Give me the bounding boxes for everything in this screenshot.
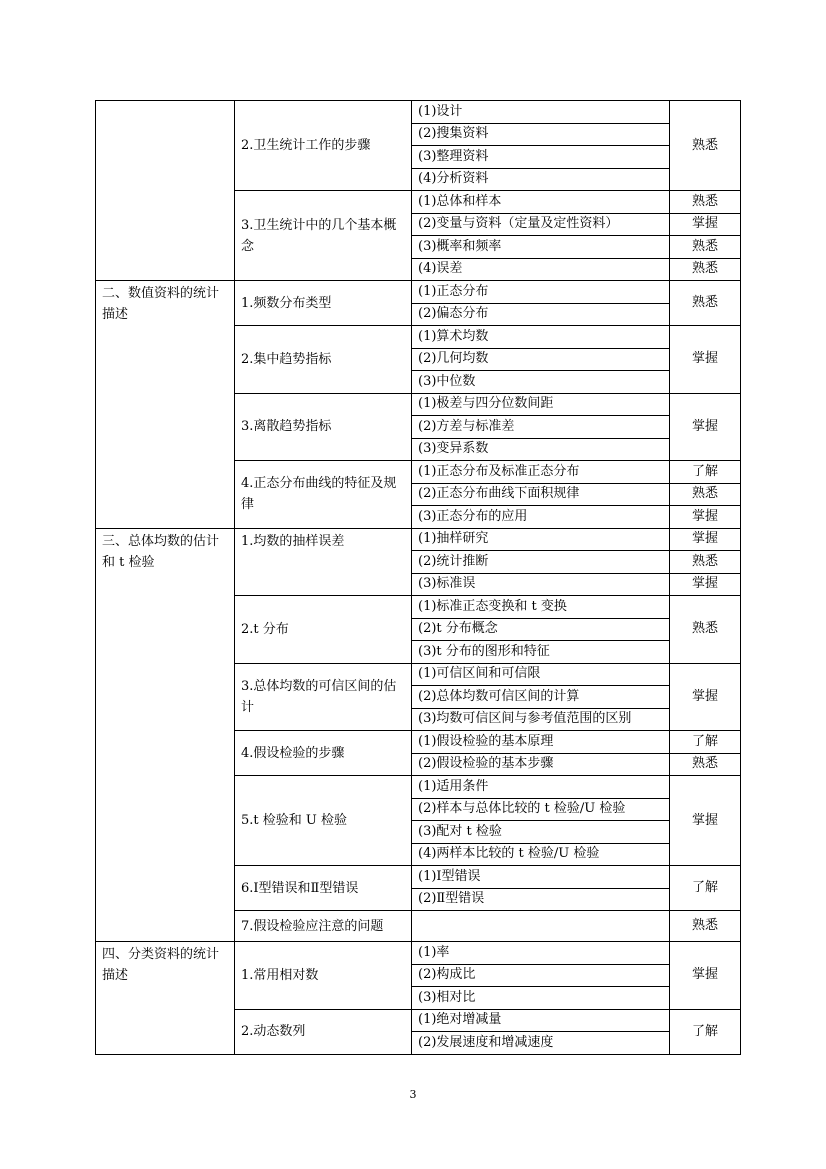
content-item-cell: (3)整理资料	[412, 146, 670, 169]
requirement-level-cell: 掌握	[670, 663, 741, 731]
topic-cell: 1.频数分布类型	[235, 281, 412, 326]
content-item-cell: (1)可信区间和可信限	[412, 663, 670, 686]
topic-cell: 2.t 分布	[235, 596, 412, 664]
topic-cell: 2.卫生统计工作的步骤	[235, 101, 412, 191]
content-item-cell: (3)标准误	[412, 573, 670, 596]
content-item-cell: (1)抽样研究	[412, 528, 670, 551]
page-number: 3	[409, 1088, 417, 1101]
topic-cell: 6.Ⅰ型错误和Ⅱ型错误	[235, 866, 412, 911]
content-item-cell	[412, 911, 670, 942]
syllabus-table	[95, 100, 741, 1055]
content-item-cell: (1)总体和样本	[412, 191, 670, 214]
requirement-level-cell: 掌握	[670, 326, 741, 394]
requirement-level-cell: 了解	[670, 1009, 741, 1054]
content-item-cell: (2)发展速度和增减速度	[412, 1032, 670, 1055]
content-item-cell: (3)均数可信区间与参考值范围的区别	[412, 708, 670, 731]
content-item-cell: (2)构成比	[412, 964, 670, 987]
topic-cell: 5.t 检验和 U 检验	[235, 776, 412, 866]
topic-cell: 3.总体均数的可信区间的估计	[235, 663, 412, 731]
requirement-level-cell: 熟悉	[670, 753, 741, 776]
content-item-cell: (2)Ⅱ型错误	[412, 888, 670, 911]
content-item-cell: (3)变异系数	[412, 438, 670, 461]
content-item-cell: (3)配对 t 检验	[412, 821, 670, 844]
requirement-level-cell: 掌握	[670, 528, 741, 551]
content-item-cell: (2)几何均数	[412, 348, 670, 371]
requirement-level-cell: 掌握	[670, 573, 741, 596]
content-item-cell: (1)极差与四分位数间距	[412, 393, 670, 416]
topic-cell: 4.假设检验的步骤	[235, 731, 412, 776]
section-heading-cell	[96, 101, 235, 281]
content-item-cell: (1)适用条件	[412, 776, 670, 799]
content-item-cell: (2)变量与资料（定量及定性资料）	[412, 213, 670, 236]
requirement-level-cell: 熟悉	[670, 596, 741, 664]
content-item-cell: (1)率	[412, 942, 670, 965]
content-item-cell: (2)假设检验的基本步骤	[412, 753, 670, 776]
requirement-level-cell: 了解	[670, 461, 741, 484]
content-item-cell: (2)统计推断	[412, 551, 670, 574]
requirement-level-cell: 了解	[670, 731, 741, 754]
section-heading-cell: 四、分类资料的统计描述	[96, 942, 235, 1055]
requirement-level-cell: 掌握	[670, 393, 741, 461]
content-item-cell: (3)t 分布的图形和特征	[412, 641, 670, 664]
content-item-cell: (1)标准正态变换和 t 变换	[412, 596, 670, 619]
requirement-level-cell: 熟悉	[670, 483, 741, 506]
topic-cell: 7.假设检验应注意的问题	[235, 911, 412, 942]
topic-cell: 3.离散趋势指标	[235, 393, 412, 461]
content-item-cell: (2)方差与标准差	[412, 416, 670, 439]
content-item-cell: (3)概率和频率	[412, 236, 670, 259]
content-item-cell: (2)偏态分布	[412, 303, 670, 326]
topic-cell: 3.卫生统计中的几个基本概念	[235, 191, 412, 281]
content-item-cell: (2)总体均数可信区间的计算	[412, 686, 670, 709]
content-item-cell: (1)假设检验的基本原理	[412, 731, 670, 754]
requirement-level-cell: 了解	[670, 866, 741, 911]
content-item-cell: (1)算术均数	[412, 326, 670, 349]
content-item-cell: (2)t 分布概念	[412, 618, 670, 641]
table-row	[96, 281, 741, 304]
table-row	[96, 528, 741, 551]
content-item-cell: (1)绝对增减量	[412, 1009, 670, 1032]
requirement-level-cell: 熟悉	[670, 236, 741, 259]
requirement-level-cell: 掌握	[670, 776, 741, 866]
syllabus-table-body	[96, 101, 741, 1055]
content-item-cell: (4)误差	[412, 258, 670, 281]
requirement-level-cell: 熟悉	[670, 281, 741, 326]
topic-cell: 2.集中趋势指标	[235, 326, 412, 394]
content-item-cell: (4)两样本比较的 t 检验/U 检验	[412, 843, 670, 866]
topic-cell: 1.均数的抽样误差	[235, 528, 412, 596]
content-item-cell: (2)正态分布曲线下面积规律	[412, 483, 670, 506]
content-item-cell: (1)Ⅰ型错误	[412, 866, 670, 889]
topic-cell: 2.动态数列	[235, 1009, 412, 1054]
content-item-cell: (3)相对比	[412, 987, 670, 1010]
table-row	[96, 942, 741, 965]
topic-cell: 4.正态分布曲线的特征及规律	[235, 461, 412, 529]
content-item-cell: (1)正态分布	[412, 281, 670, 304]
requirement-level-cell: 熟悉	[670, 911, 741, 942]
requirement-level-cell: 掌握	[670, 942, 741, 1010]
requirement-level-cell: 掌握	[670, 213, 741, 236]
topic-cell: 1.常用相对数	[235, 942, 412, 1010]
content-item-cell: (1)设计	[412, 101, 670, 124]
content-item-cell: (2)样本与总体比较的 t 检验/U 检验	[412, 798, 670, 821]
content-item-cell: (2)搜集资料	[412, 123, 670, 146]
requirement-level-cell: 熟悉	[670, 258, 741, 281]
content-item-cell: (3)正态分布的应用	[412, 506, 670, 529]
content-item-cell: (1)正态分布及标准正态分布	[412, 461, 670, 484]
requirement-level-cell: 熟悉	[670, 101, 741, 191]
content-item-cell: (4)分析资料	[412, 168, 670, 191]
table-row	[96, 101, 741, 124]
section-heading-cell: 二、数值资料的统计描述	[96, 281, 235, 529]
section-heading-cell: 三、总体均数的估计和 t 检验	[96, 528, 235, 942]
requirement-level-cell: 熟悉	[670, 191, 741, 214]
requirement-level-cell: 掌握	[670, 506, 741, 529]
requirement-level-cell: 熟悉	[670, 551, 741, 574]
content-item-cell: (3)中位数	[412, 371, 670, 394]
